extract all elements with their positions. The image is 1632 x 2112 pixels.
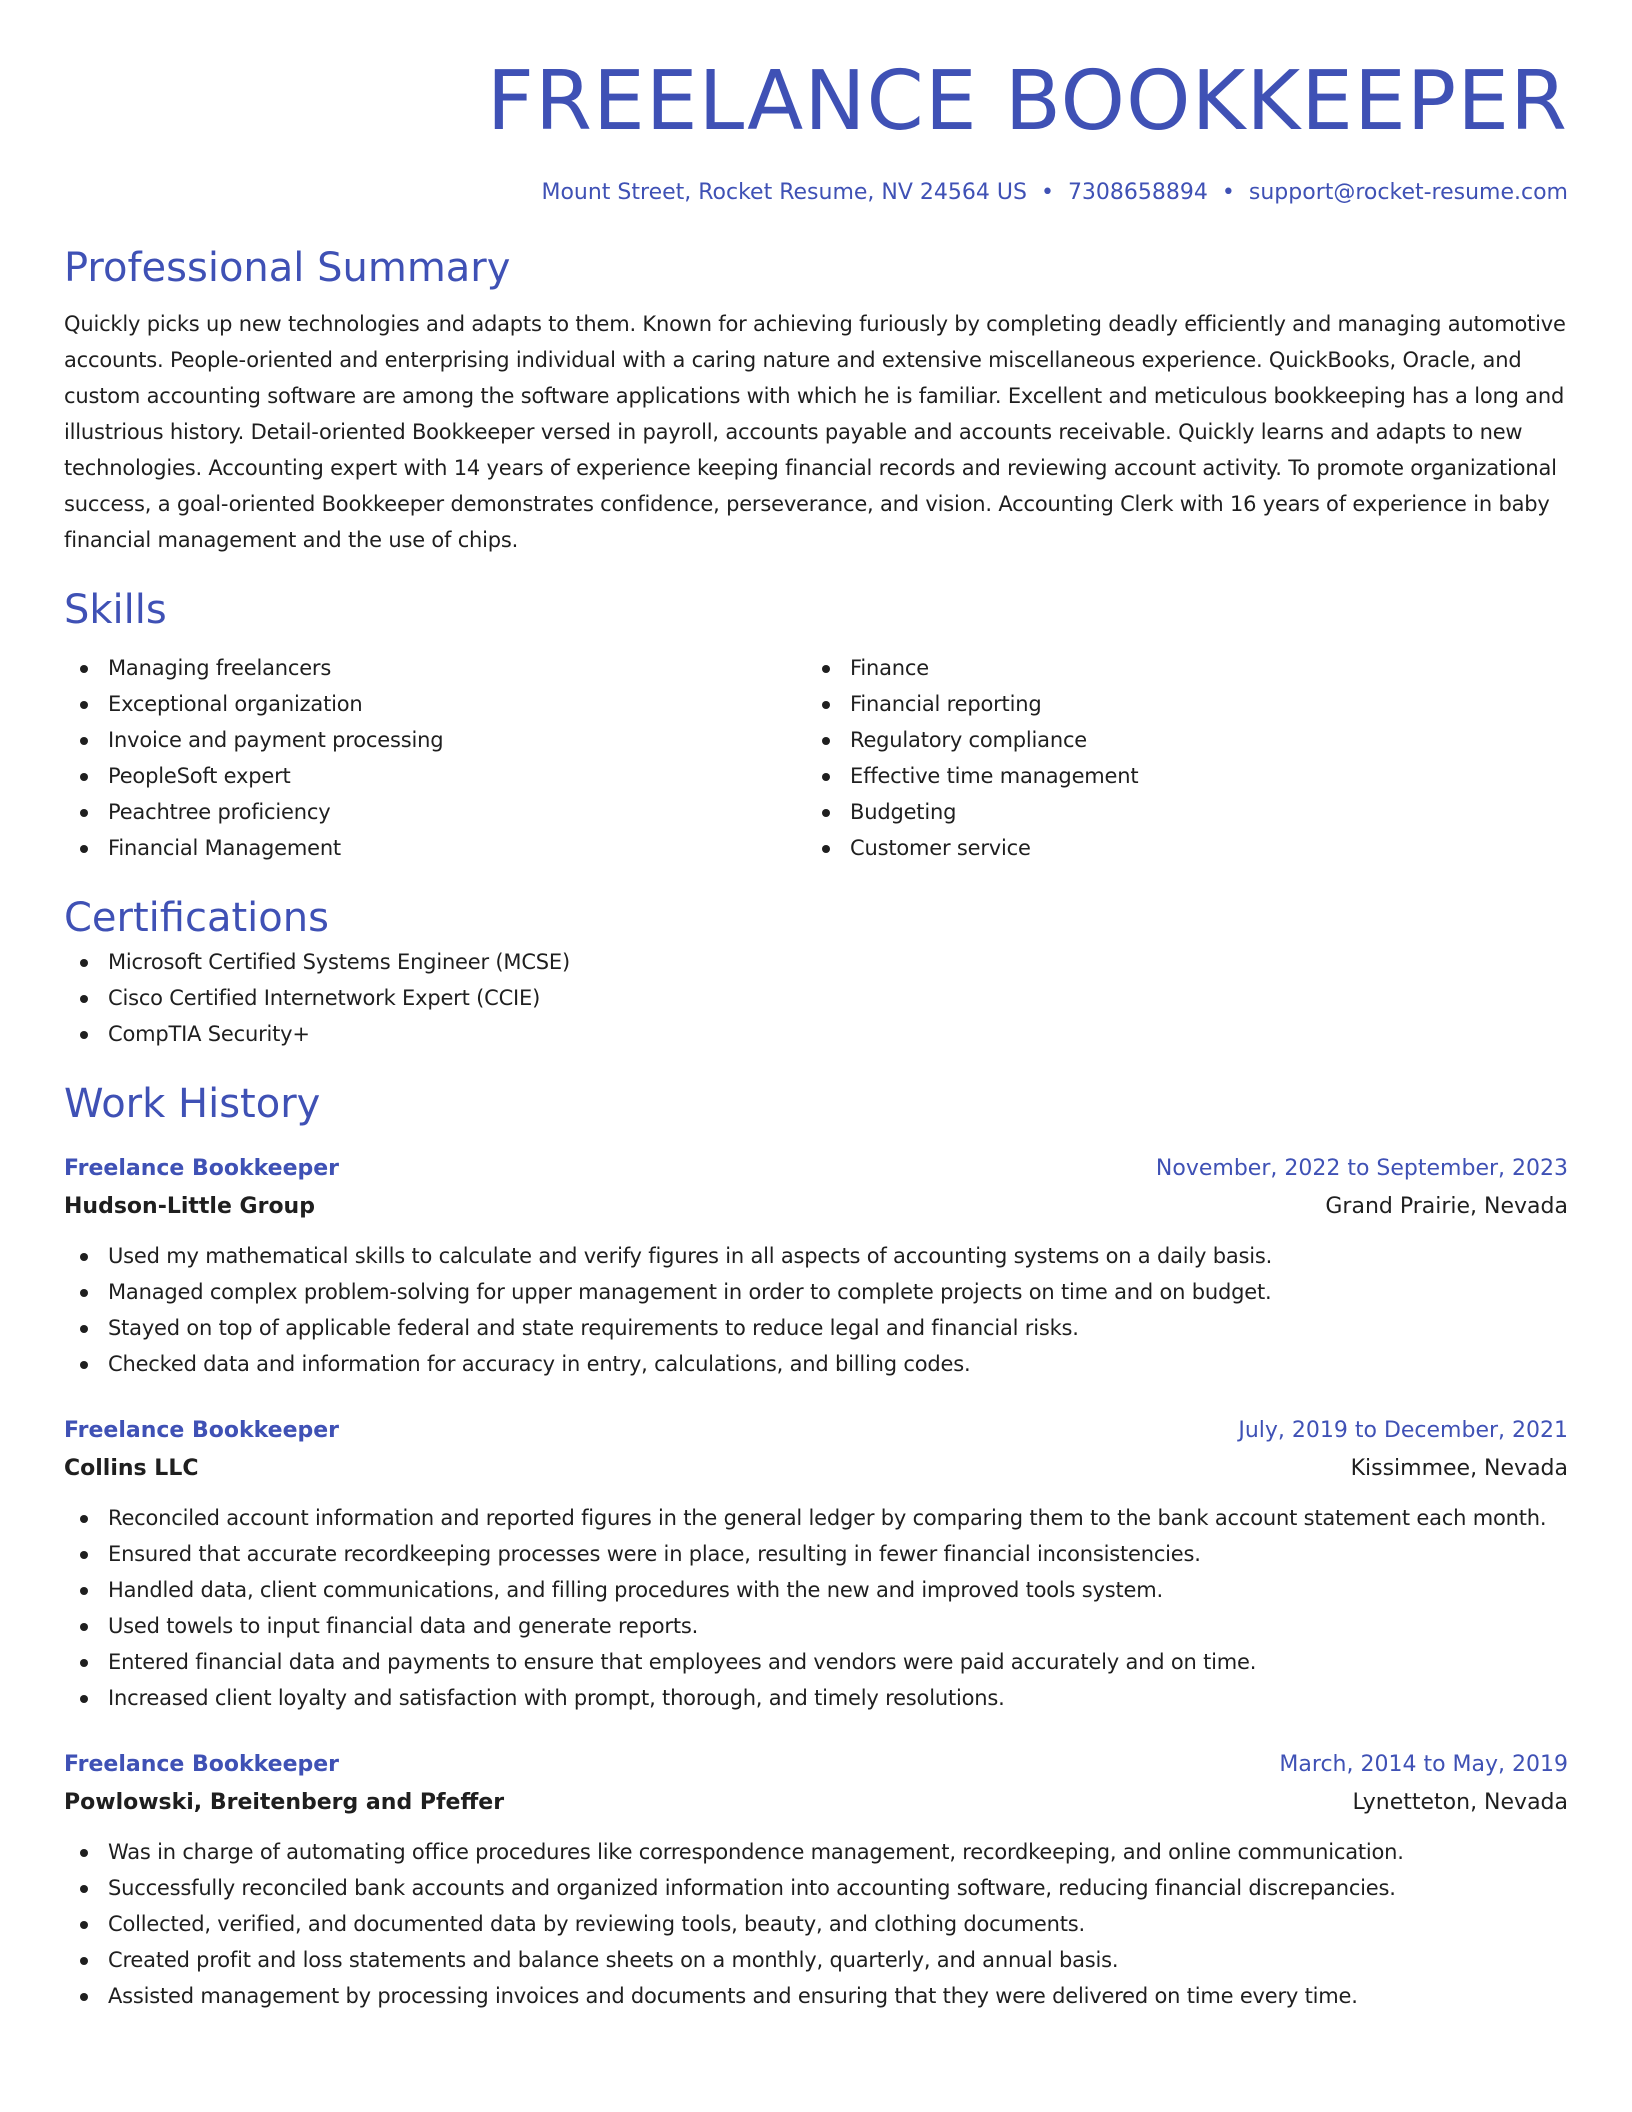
skill-item: Effective time management <box>806 758 1548 794</box>
resume-page <box>64 0 1568 2014</box>
job-duties <box>64 1500 1568 1716</box>
contact-address: Mount Street, Rocket Resume, NV 24564 US <box>541 180 1027 205</box>
certification-item: Cisco Certified Internetwork Expert (CCIE) <box>64 980 1568 1016</box>
job-header <box>64 1746 1568 1784</box>
job-duty: Managed complex problem-solving for upper management in order to complete projects on time and on budget. <box>64 1274 1568 1310</box>
job-duty: Stayed on top of applicable federal and state requirements to reduce legal and financial risks. <box>64 1310 1568 1346</box>
job-subheader <box>64 1784 1568 1822</box>
job-title: Freelance Bookkeeper <box>64 1156 340 1181</box>
job-duty: Successfully reconciled bank accounts and organized information into accounting software, reducing financial discrepancies. <box>64 1870 1568 1906</box>
job-company: Hudson-Little Group <box>64 1194 315 1219</box>
certification-item: Microsoft Certified Systems Engineer (MCSE) <box>64 944 1568 980</box>
skill-item: PeopleSoft expert <box>64 758 806 794</box>
job-company: Powlowski, Breitenberg and Pfeffer <box>64 1790 505 1815</box>
job-title: Freelance Bookkeeper <box>64 1418 340 1443</box>
job-location: Grand Prairie, Nevada <box>1325 1194 1568 1219</box>
job-entry <box>64 1746 1568 2014</box>
job-duty: Ensured that accurate recordkeeping processes were in place, resulting in fewer financial inconsistencies. <box>64 1536 1568 1572</box>
job-company: Collins LLC <box>64 1456 199 1481</box>
contact-separator: • <box>1040 180 1054 205</box>
skill-item: Budgeting <box>806 794 1548 830</box>
summary-text: Quickly picks up new technologies and adapts to them. Known for achieving furiously by completing deadly efficiently and managing automotive accounts. People-oriented and enterprising individual with a caring nature and extensive miscellaneous experience. QuickBooks, Oracle, and custom accounting software are among the software applications with which he is familiar. Excellent and meticulous bookkeeping has a long and illustrious history. Detail-oriented Bookkeeper versed in payroll, accounts payable and accounts receivable. Quickly learns and adapts to new technologies. Accounting expert with 14 years of experience keeping financial records and reviewing account activity. To promote organizational success, a goal-oriented Bookkeeper demonstrates confidence, perseverance, and vision. Accounting Clerk with 16 years of experience in baby financial management and the use of chips. <box>64 312 1566 552</box>
skills-list <box>64 650 1568 866</box>
skill-item: Regulatory compliance <box>806 722 1548 758</box>
job-subheader <box>64 1450 1568 1488</box>
contact-phone: 7308658894 <box>1067 180 1208 205</box>
job-dates: July, 2019 to December, 2021 <box>1238 1418 1568 1443</box>
job-title: Freelance Bookkeeper <box>64 1752 340 1777</box>
summary-heading: Professional Summary <box>64 245 511 291</box>
work-history-heading: Work History <box>64 1081 321 1127</box>
job-duty: Collected, verified, and documented data by reviewing tools, beauty, and clothing documents. <box>64 1906 1568 1942</box>
skills-heading: Skills <box>64 587 167 633</box>
skill-item: Exceptional organization <box>64 686 806 722</box>
job-location: Kissimmee, Nevada <box>1350 1456 1568 1481</box>
job-duty: Used towels to input financial data and generate reports. <box>64 1608 1568 1644</box>
job-duties <box>64 1834 1568 2014</box>
job-duty: Increased client loyalty and satisfaction with prompt, thorough, and timely resolutions. <box>64 1680 1568 1716</box>
skill-item: Customer service <box>806 830 1548 866</box>
job-duty: Handled data, client communications, and filling procedures with the new and improved tools system. <box>64 1572 1568 1608</box>
contact-line <box>64 178 1568 208</box>
skill-item: Financial Management <box>64 830 806 866</box>
job-duty: Created profit and loss statements and balance sheets on a monthly, quarterly, and annual basis. <box>64 1942 1568 1978</box>
job-duties <box>64 1238 1568 1382</box>
certifications-list <box>64 944 1568 1052</box>
job-duty: Was in charge of automating office procedures like correspondence management, recordkeeping, and online communication. <box>64 1834 1568 1870</box>
skill-item: Managing freelancers <box>64 650 806 686</box>
skills-column-left <box>64 650 806 866</box>
job-subheader <box>64 1188 1568 1226</box>
job-header <box>64 1412 1568 1450</box>
job-entry <box>64 1150 1568 1382</box>
contact-email: support@rocket-resume.com <box>1248 180 1568 205</box>
skills-column-right <box>806 650 1548 866</box>
job-location: Lynetteton, Nevada <box>1352 1790 1568 1815</box>
skill-item: Finance <box>806 650 1548 686</box>
job-entry <box>64 1412 1568 1716</box>
skill-item: Invoice and payment processing <box>64 722 806 758</box>
job-dates: March, 2014 to May, 2019 <box>1279 1752 1568 1777</box>
skill-item: Peachtree proficiency <box>64 794 806 830</box>
job-duty: Checked data and information for accuracy in entry, calculations, and billing codes. <box>64 1346 1568 1382</box>
job-header <box>64 1150 1568 1188</box>
job-duty: Used my mathematical skills to calculate and verify figures in all aspects of accounting systems on a daily basis. <box>64 1238 1568 1274</box>
resume-name: FREELANCE BOOKKEEPER <box>486 54 1568 149</box>
job-duty: Assisted management by processing invoices and documents and ensuring that they were delivered on time every time. <box>64 1978 1568 2014</box>
certifications-heading: Certifications <box>64 895 329 941</box>
skill-item: Financial reporting <box>806 686 1548 722</box>
job-duty: Entered financial data and payments to ensure that employees and vendors were paid accurately and on time. <box>64 1644 1568 1680</box>
job-duty: Reconciled account information and reported figures in the general ledger by comparing them to the bank account statement each month. <box>64 1500 1568 1536</box>
job-dates: November, 2022 to September, 2023 <box>1155 1156 1568 1181</box>
certification-item: CompTIA Security+ <box>64 1016 1568 1052</box>
contact-separator: • <box>1221 180 1235 205</box>
